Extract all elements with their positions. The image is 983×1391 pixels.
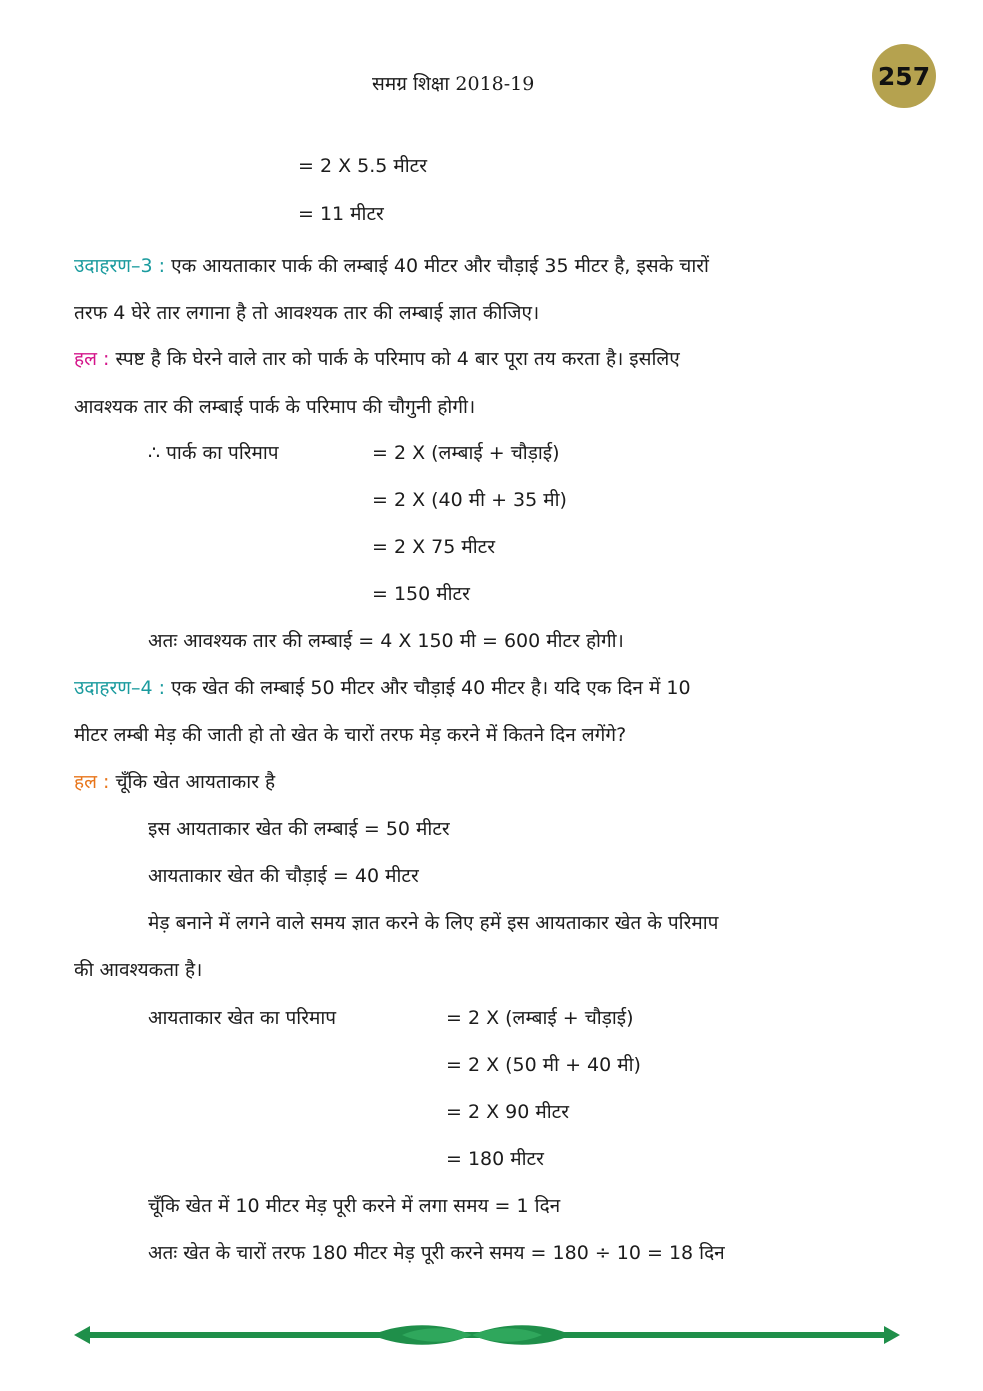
example-3-question-line-2: तरफ 4 घेरे तार लगाना है तो आवश्यक तार की लम्बाई ज्ञात कीजिए।: [74, 302, 540, 324]
example-4-length-line: इस आयताकार खेत की लम्बाई = 50 मीटर: [148, 818, 450, 840]
top-equation-line: = 11 मीटर: [298, 203, 384, 225]
example-4-time-line: चूँकि खेत में 10 मीटर मेड़ पूरी करने में लगा समय = 1 दिन: [148, 1195, 561, 1217]
example-4-step: = 2 X (50 मी + 40 मी): [446, 1054, 641, 1076]
example-4-paragraph-line-2: की आवश्यकता है।: [74, 959, 203, 981]
example-4-solution-label: हल :: [74, 771, 110, 793]
example-3-perimeter-label: ∴ पार्क का परिमाप: [148, 442, 279, 464]
top-equation-line: = 2 X 5.5 मीटर: [298, 155, 428, 177]
example-4-step: = 2 X 90 मीटर: [446, 1101, 569, 1123]
page-header-title: समग्र शिक्षा 2018-19: [372, 73, 535, 95]
example-3-conclusion: अतः आवश्यक तार की लम्बाई = 4 X 150 मी = 600 मीटर होगी।: [148, 630, 624, 652]
example-3-step: = 2 X 75 मीटर: [372, 536, 495, 558]
example-4-question-line: [74, 675, 691, 701]
example-3-step: = 2 X (40 मी + 35 मी): [372, 489, 567, 511]
example-4-paragraph-line: मेड़ बनाने में लगने वाले समय ज्ञात करने के लिए हमें इस आयताकार खेत के परिमाप: [148, 912, 719, 934]
page-number-badge: 257: [872, 44, 936, 108]
example-4-perimeter-label: आयताकार खेत का परिमाप: [148, 1007, 337, 1029]
example-3-solution-label: हल :: [74, 348, 110, 370]
example-3-question-text: एक आयताकार पार्क की लम्बाई 40 मीटर और चौड़ाई 35 मीटर है, इसके चारों: [171, 255, 709, 277]
example-4-solution-line: [74, 769, 275, 795]
example-4-step: = 180 मीटर: [446, 1148, 544, 1170]
example-3-solution-line: [74, 346, 680, 372]
example-4-question-text: एक खेत की लम्बाई 50 मीटर और चौड़ाई 40 मीटर है। यदि एक दिन में 10: [171, 677, 691, 699]
bottom-ornament-divider-icon: [72, 1320, 902, 1350]
example-4-step: = 2 X (लम्बाई + चौड़ाई): [446, 1007, 634, 1029]
example-4-width-line: आयताकार खेत की चौड़ाई = 40 मीटर: [148, 865, 419, 887]
example-3-step: = 150 मीटर: [372, 583, 470, 605]
example-4-question-line-2: मीटर लम्बी मेड़ की जाती हो तो खेत के चारों तरफ मेड़ करने में कितने दिन लगेंगे?: [74, 724, 627, 746]
example-3-solution-line-2: आवश्यक तार की लम्बाई पार्क के परिमाप की चौगुनी होगी।: [74, 396, 476, 418]
example-3-question-line: [74, 253, 709, 279]
example-4-label: उदाहरण–4 :: [74, 677, 166, 699]
example-3-label: उदाहरण–3 :: [74, 255, 166, 277]
example-3-step: = 2 X (लम्बाई + चौड़ाई): [372, 442, 560, 464]
example-4-final-line: अतः खेत के चारों तरफ 180 मीटर मेड़ पूरी करने समय = 180 ÷ 10 = 18 दिन: [148, 1242, 725, 1264]
example-3-solution-text: स्पष्ट है कि घेरने वाले तार को पार्क के परिमाप को 4 बार पूरा तय करता है। इसलिए: [115, 348, 680, 370]
example-4-solution-text: चूँकि खेत आयताकार है: [115, 771, 276, 793]
